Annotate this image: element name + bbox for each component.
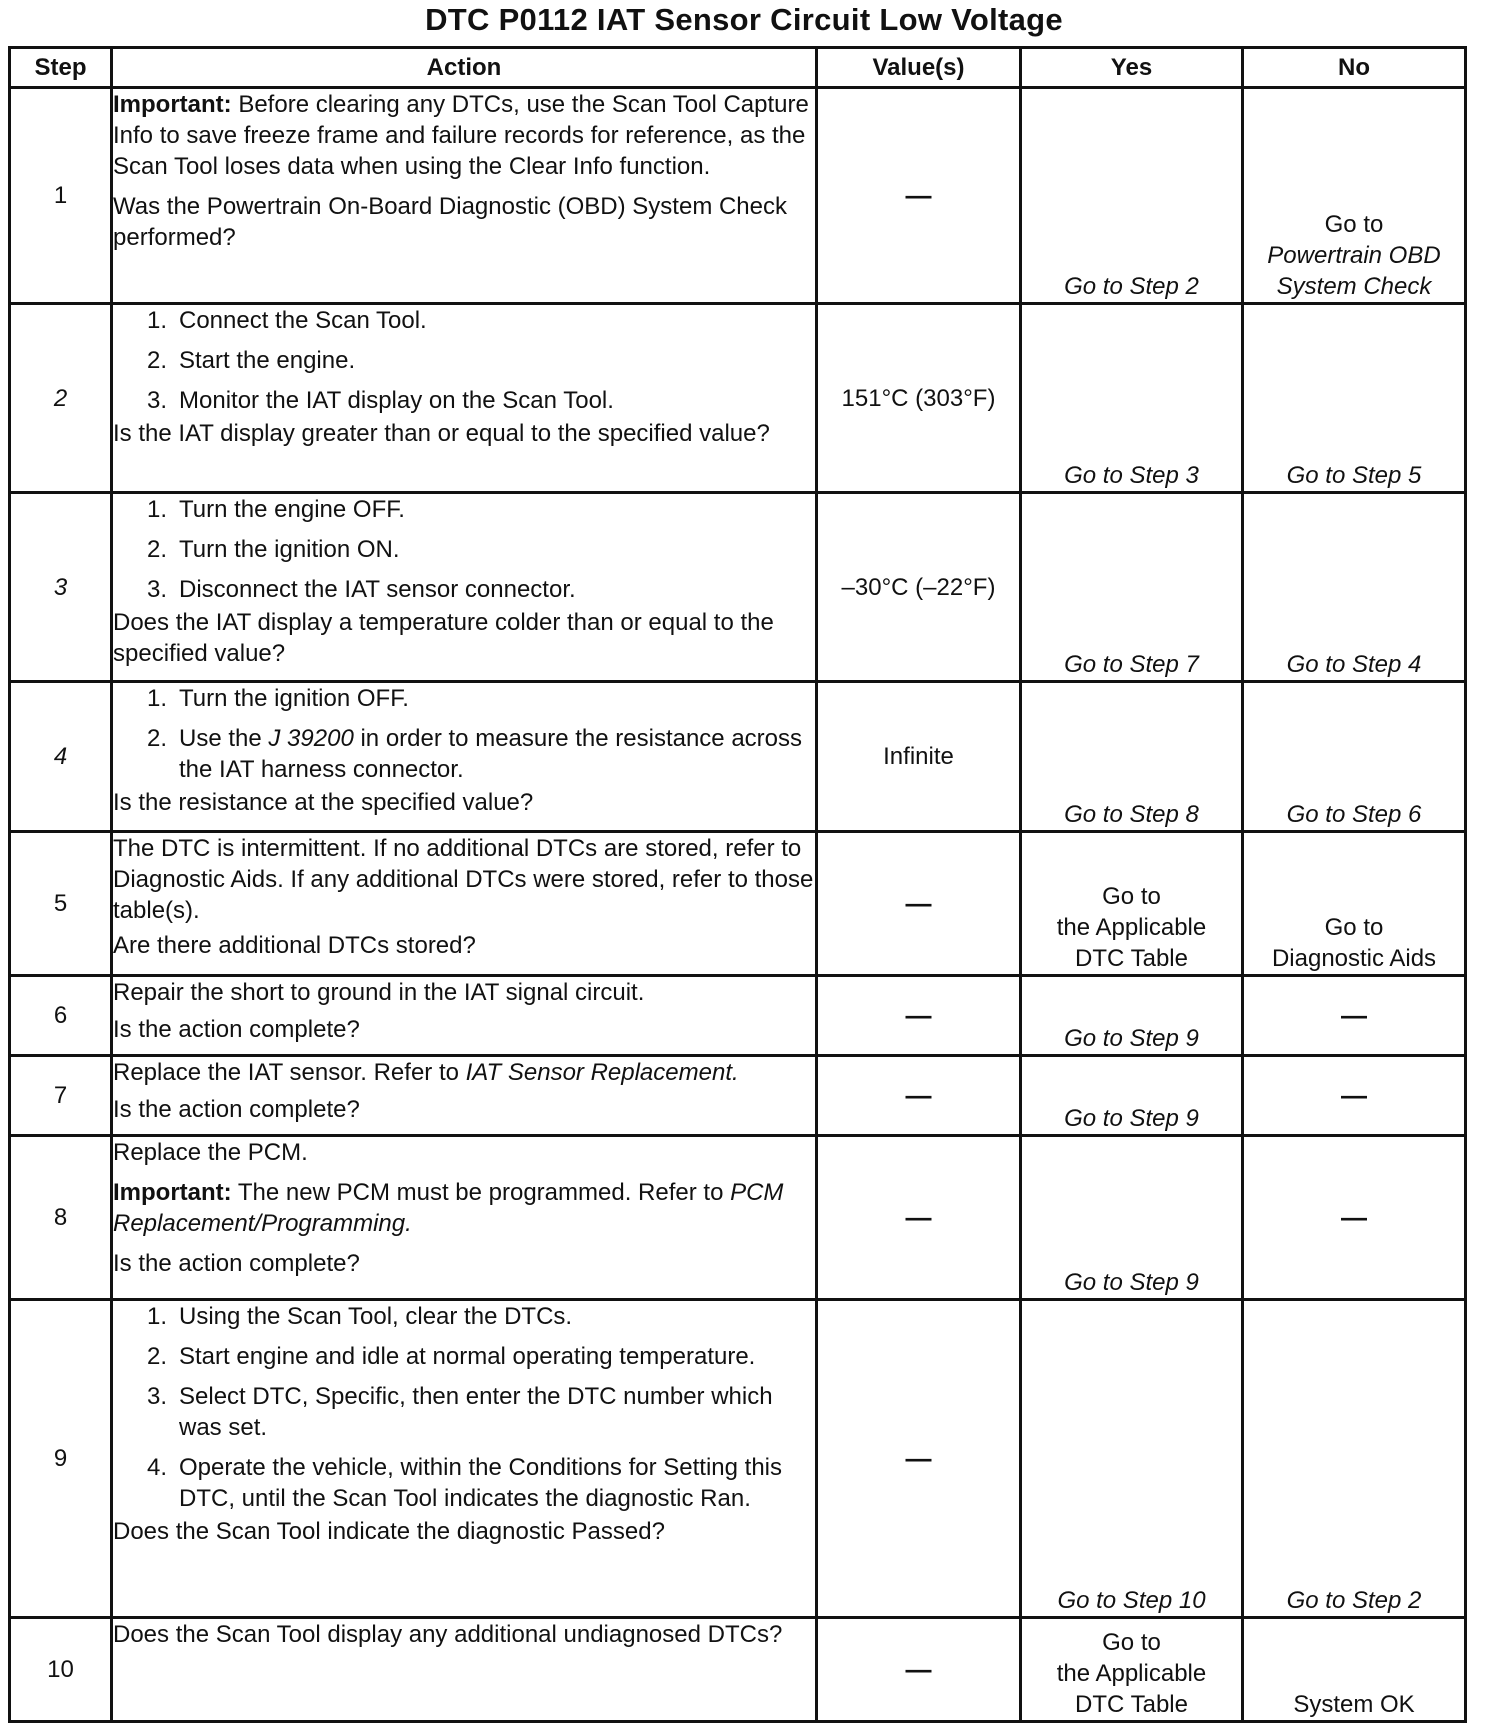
action-question: Are there additional DTCs stored?: [113, 932, 476, 959]
yes-cell: Go to the Applicable DTC Table: [1021, 832, 1243, 976]
value-cell: —: [817, 832, 1021, 976]
list-item: 3. Monitor the IAT display on the Scan Tool.: [146, 387, 614, 414]
step-number: 6: [10, 976, 112, 1056]
value-cell: —: [817, 1300, 1021, 1618]
yes-cell: Go to Step 9: [1021, 976, 1243, 1056]
step-number: 1: [10, 88, 112, 304]
action-cell: [112, 493, 817, 682]
important-text: Before clearing any DTCs, use the Scan Tool Capture Info to save freeze frame and failure records for reference, as the Scan Tool loses data when using the Clear Info function.: [113, 91, 809, 180]
tool-reference: J 39200: [268, 725, 354, 752]
page-title: DTC P0112 IAT Sensor Circuit Low Voltage: [425, 2, 1063, 37]
diagnostic-table: [8, 46, 1467, 1723]
value-cell: –30°C (–22°F): [817, 493, 1021, 682]
list-item: 2. Use the J 39200 in order to measure the resistance across the IAT harness connector.: [146, 725, 803, 783]
step-number: 4: [10, 682, 112, 832]
action-question: Was the Powertrain On-Board Diagnostic (OBD) System Check performed?: [113, 193, 788, 251]
action-cell: [112, 304, 817, 493]
yes-cell: Go to Step 10: [1021, 1300, 1243, 1618]
yes-cell: Go to the Applicable DTC Table: [1021, 1618, 1243, 1722]
list-item: 1. Using the Scan Tool, clear the DTCs.: [146, 1303, 573, 1330]
yes-cell: Go to Step 7: [1021, 493, 1243, 682]
header-action: Action: [112, 48, 817, 88]
list-item: 4. Operate the vehicle, within the Conditions for Setting this DTC, until the Scan Tool indicates the diagnostic Ran.: [146, 1454, 782, 1512]
important-label: Important:: [113, 91, 232, 118]
procedure-reference: IAT Sensor Replacement.: [465, 1059, 739, 1086]
step-number: 2: [10, 304, 112, 493]
action-question: Is the action complete?: [113, 1250, 360, 1277]
list-item: 2. Start engine and idle at normal operating temperature.: [146, 1343, 756, 1370]
procedure-reference: PCM Replacement/Programming.: [113, 1179, 784, 1237]
step-number: 10: [10, 1618, 112, 1722]
no-cell: Go to Powertrain OBD System Check: [1243, 88, 1466, 304]
no-cell: —: [1243, 1136, 1466, 1300]
action-cell: [112, 88, 817, 304]
step-number: 3: [10, 493, 112, 682]
action-question: Is the action complete?: [113, 1016, 360, 1043]
action-text: The DTC is intermittent. If no additional DTCs are stored, refer to Diagnostic Aids. If any additional DTCs were stored, refer to those table(s).: [113, 835, 814, 924]
no-cell: Go to Step 4: [1243, 493, 1466, 682]
action-cell: [112, 832, 817, 976]
value-cell: 151°C (303°F): [817, 304, 1021, 493]
step-number: 5: [10, 832, 112, 976]
list-item: 1. Turn the ignition OFF.: [146, 685, 409, 712]
action-question: Does the IAT display a temperature colder than or equal to the specified value?: [113, 609, 774, 667]
table-row-step-1: [10, 88, 1466, 304]
important-note: Important: The new PCM must be programmed. Refer to PCM Replacement/Programming.: [113, 1179, 784, 1237]
important-note: [113, 89, 815, 182]
action-cell: [112, 976, 817, 1056]
action-question: Does the Scan Tool indicate the diagnostic Passed?: [113, 1518, 665, 1545]
step-number: 8: [10, 1136, 112, 1300]
action-text: Replace the PCM.: [113, 1139, 308, 1166]
action-text: Replace the IAT sensor. Refer to IAT Sensor Replacement.: [113, 1059, 739, 1086]
header-step: Step: [10, 48, 112, 88]
table-row-step-8: [10, 1136, 1466, 1300]
yes-cell: Go to Step 3: [1021, 304, 1243, 493]
no-cell: Go to Step 2: [1243, 1300, 1466, 1618]
header-no: No: [1243, 48, 1466, 88]
action-question: Is the resistance at the specified value?: [113, 789, 534, 816]
no-cell: —: [1243, 976, 1466, 1056]
table-row-step-6: [10, 976, 1466, 1056]
yes-cell: Go to Step 9: [1021, 1136, 1243, 1300]
table-row-step-7: [10, 1056, 1466, 1136]
action-question: Does the Scan Tool display any additional undiagnosed DTCs?: [113, 1621, 783, 1648]
table-row-step-4: [10, 682, 1466, 832]
list-item: 1. Connect the Scan Tool.: [146, 307, 427, 334]
value-cell: —: [817, 88, 1021, 304]
important-label: Important:: [113, 1179, 232, 1206]
no-cell: Go to Diagnostic Aids: [1243, 832, 1466, 976]
yes-cell: Go to Step 2: [1021, 88, 1243, 304]
action-question: Is the IAT display greater than or equal to the specified value?: [113, 420, 770, 447]
action-cell: [112, 1618, 817, 1722]
header-yes: Yes: [1021, 48, 1243, 88]
action-question: Is the action complete?: [113, 1096, 360, 1123]
yes-cell: Go to Step 9: [1021, 1056, 1243, 1136]
value-cell: —: [817, 1056, 1021, 1136]
value-cell: —: [817, 1618, 1021, 1722]
no-cell: Go to Step 5: [1243, 304, 1466, 493]
action-cell: [112, 1300, 817, 1618]
list-item: 3. Disconnect the IAT sensor connector.: [146, 576, 576, 603]
yes-cell: Go to Step 8: [1021, 682, 1243, 832]
list-item: 1. Turn the engine OFF.: [146, 496, 405, 523]
step-number: 9: [10, 1300, 112, 1618]
table-row-step-3: [10, 493, 1466, 682]
value-cell: —: [817, 976, 1021, 1056]
table-row-step-5: [10, 832, 1466, 976]
no-cell: Go to Step 6: [1243, 682, 1466, 832]
no-cell: —: [1243, 1056, 1466, 1136]
action-cell: [112, 682, 817, 832]
list-item: 2. Start the engine.: [146, 347, 356, 374]
list-item: 2. Turn the ignition ON.: [146, 536, 400, 563]
table-row-step-2: [10, 304, 1466, 493]
value-cell: —: [817, 1136, 1021, 1300]
header-row: [10, 48, 1466, 88]
value-cell: Infinite: [817, 682, 1021, 832]
action-text: Repair the short to ground in the IAT signal circuit.: [113, 979, 645, 1006]
no-cell: System OK: [1243, 1618, 1466, 1722]
action-cell: [112, 1136, 817, 1300]
step-number: 7: [10, 1056, 112, 1136]
table-row-step-9: [10, 1300, 1466, 1618]
table-row-step-10: [10, 1618, 1466, 1722]
list-item: 3. Select DTC, Specific, then enter the DTC number which was set.: [146, 1383, 773, 1441]
action-cell: [112, 1056, 817, 1136]
header-value: Value(s): [817, 48, 1021, 88]
